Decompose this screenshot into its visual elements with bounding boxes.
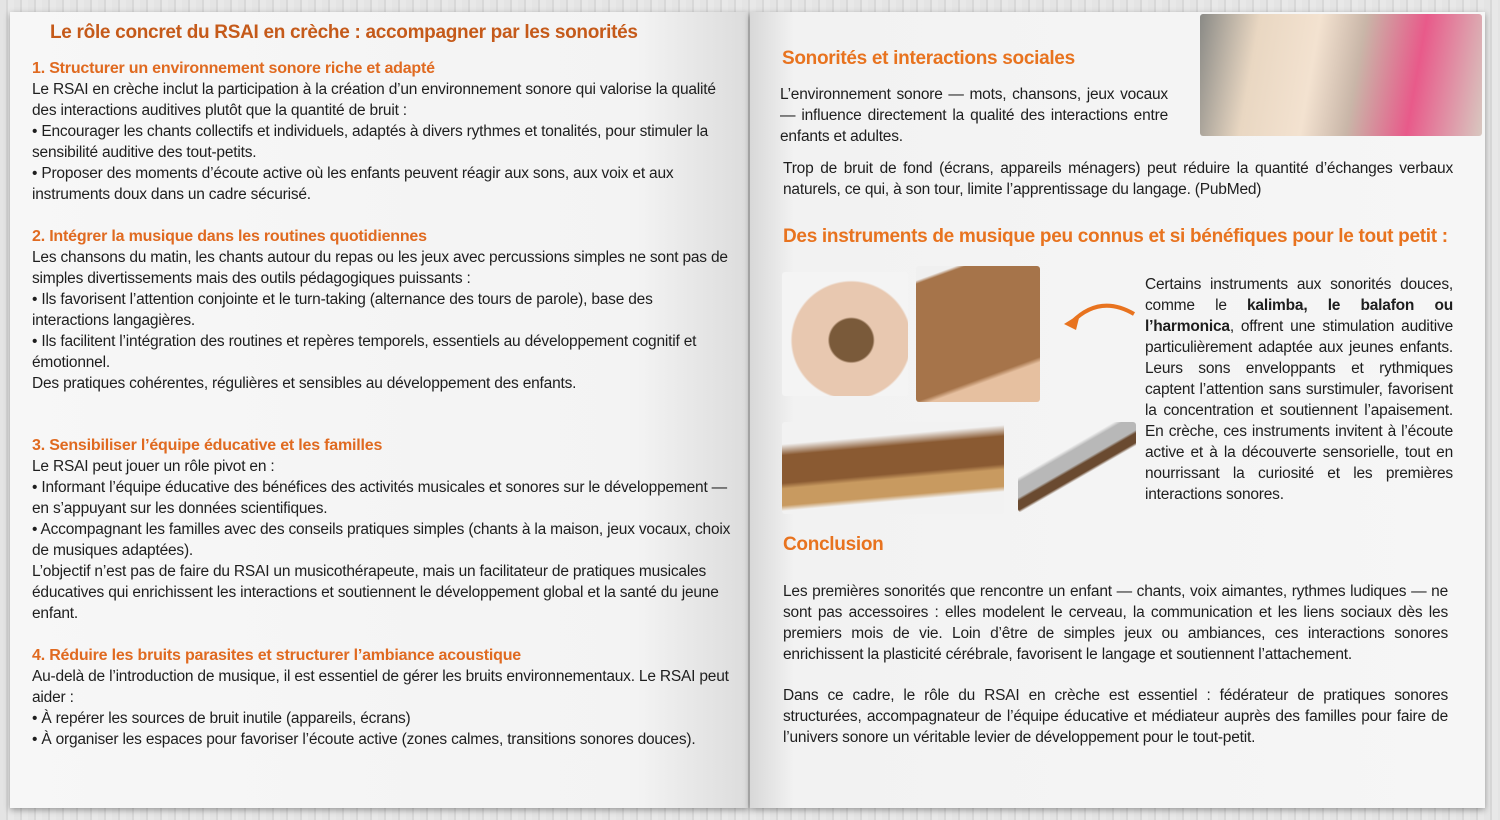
paragraph: Le RSAI peut jouer un rôle pivot en : — [32, 458, 275, 475]
bullet: • Proposer des moments d’écoute active où les enfants peuvent réagir aux sons, aux voix et aux instruments doux dans un cadre sécurisé. — [32, 165, 674, 203]
paragraph: Trop de bruit de fond (écrans, appareils ménagers) peut réduire la quantité d’échanges verbaux naturels, ce qui, à son tour, limite l’apprentissage du langage. (PubMed) — [783, 160, 1453, 198]
conclusion-paragraph: Les premières sonorités que rencontre un enfant — chants, voix aimantes, rythmes ludiques — ne sont pas accessoires : elles modelent le cerveau, la communication et les liens sociaux dès les premiers mois de vie. Loin d’être de simples jeux ou ambiances, ces interactions sonores enrichissent la plasticité cérébrale, favorisent le langage et soutiennent l’attachement. — [783, 583, 1448, 663]
instruments-paragraph — [1145, 274, 1453, 505]
paragraph: Les chansons du matin, les chants autour du repas ou les jeux avec percussions simples ne sont pas de simples divertissements mais des outils pédagogiques puissants : — [32, 249, 728, 287]
section-heading: 1. Structurer un environnement sonore riche et adapté — [32, 60, 435, 77]
text: Certains instruments aux sonorités douces, comme le — [1145, 276, 1453, 314]
section-3 — [32, 435, 732, 624]
arrow-icon — [1060, 294, 1140, 334]
harmonica-photo — [1018, 422, 1136, 512]
paragraph: L’environnement sonore — mots, chansons, jeux vocaux — influence directement la qualité des interactions entre enfants et adultes. — [780, 86, 1168, 145]
paragraph: L’objectif n’est pas de faire du RSAI un musicothérapeute, mais un facilitateur de pratiques musicales éducatives qui enrichissent les interactions et soutiennent le développement global et la santé du jeune enfant. — [32, 563, 719, 622]
bullet: • Encourager les chants collectifs et individuels, adaptés à divers rythmes et tonalités, pour stimuler la sensibilité auditive des tout-petits. — [32, 123, 709, 161]
conclusion-heading: Conclusion — [783, 534, 884, 555]
paragraph: Au-delà de l’introduction de musique, il est essentiel de gérer les bruits environnementaux. Le RSAI peut aider : — [32, 668, 729, 706]
section-heading: Sonorités et interactions sociales — [782, 48, 1075, 69]
bullet: • À organiser les espaces pour favoriser l’écoute active (zones calmes, transitions sonores douces). — [32, 731, 696, 748]
bullet: • Accompagnant les familles avec des conseils pratiques simples (chants à la maison, jeux vocaux, choix de musiques adaptées). — [32, 521, 731, 559]
section-heading: 2. Intégrer la musique dans les routines quotidiennes — [32, 228, 427, 245]
kalimba-small-photo — [782, 272, 908, 396]
section-1 — [32, 58, 732, 205]
left-page — [10, 12, 748, 808]
balafon-photo — [782, 422, 1004, 514]
kalimba-photo — [916, 266, 1040, 402]
section-4 — [32, 645, 732, 750]
bullet: • Ils facilitent l’intégration des routines et repères temporels, essentiels au développement cognitif et émotionnel. — [32, 333, 697, 371]
paragraph: Des pratiques cohérentes, régulières et sensibles au développement des enfants. — [32, 375, 577, 392]
page-title: Le rôle concret du RSAI en crèche : accompagner par les sonorités — [50, 22, 638, 43]
section-2 — [32, 226, 732, 394]
section-heading: 4. Réduire les bruits parasites et structurer l’ambiance acoustique — [32, 647, 521, 664]
right-page — [750, 12, 1485, 808]
bullet: • Ils favorisent l’attention conjointe et le turn-taking (alternance des tours de parole), base des interactions langagières. — [32, 291, 653, 329]
conclusion-paragraph: Dans ce cadre, le rôle du RSAI en crèche est essentiel : fédérateur de pratiques sonores structurées, accompagnateur de l’équipe éducative et médiateur auprès des familles pour faire de l’univers sonore un véritable levier de développement pour le tout-petit. — [783, 687, 1448, 746]
text: , offrent une stimulation auditive particulièrement adaptée aux jeunes enfants. Leurs sons enveloppants et rythmiques captent l’attention sans surstimuler, favorisent la concentration et soutiennent l’apaisement. En crèche, ces instruments invitent à l’écoute active et à la découverte sensorielle, tout en nourrissant la curiosité et les premières interactions sonores. — [1145, 318, 1453, 503]
bullet: • Informant l’équipe éducative des bénéfices des activités musicales et sonores sur le développement — en s’appuyant sur les données scientifiques. — [32, 479, 727, 517]
paragraph: Le RSAI en crèche inclut la participation à la création d’un environnement sonore qui valorise la qualité des interactions auditives plutôt que la quantité de bruit : — [32, 81, 716, 119]
bullet: • À repérer les sources de bruit inutile (appareils, écrans) — [32, 710, 411, 727]
instrument-names: kalimba, le balafon ou l’harmonica — [1145, 297, 1453, 335]
section-heading: Des instruments de musique peu connus et si bénéfiques pour le tout petit : — [783, 226, 1448, 247]
section-heading: 3. Sensibiliser l’équipe éducative et les familles — [32, 437, 383, 454]
children-photo — [1200, 14, 1482, 136]
